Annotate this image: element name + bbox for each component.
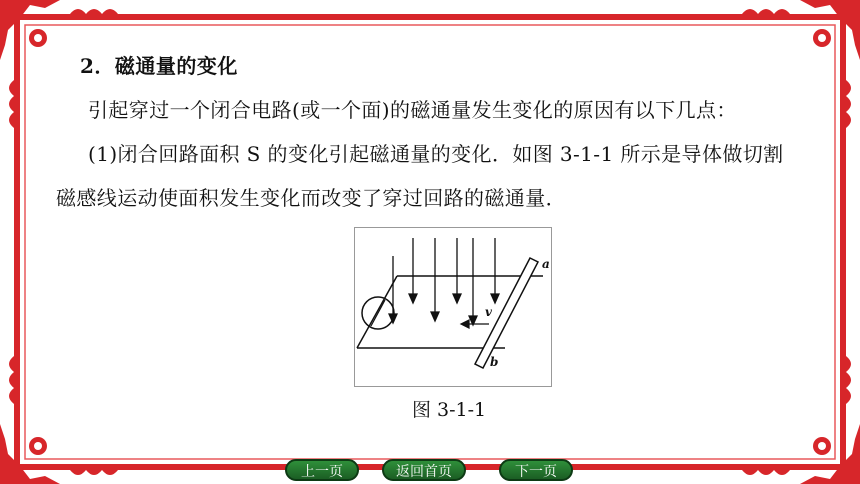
label-v: v: [485, 305, 492, 319]
figure-caption: 图 3-1-1: [412, 399, 487, 421]
figure-3-1-1: [354, 227, 552, 387]
prev-page-button[interactable]: 上一页: [285, 459, 359, 481]
paragraph-1: 引起穿过一个闭合电路(或一个面)的磁通量发生变化的原因有以下几点：: [88, 98, 737, 122]
paragraph-3: 磁感线运动使面积发生变化而改变了穿过回路的磁通量．: [56, 186, 566, 210]
paragraph-2: (1)闭合回路面积 S 的变化引起磁通量的变化．如图 3-1-1 所示是导体做切割: [88, 142, 784, 166]
label-b: b: [490, 355, 499, 369]
label-a: a: [542, 257, 550, 271]
next-page-button[interactable]: 下一页: [499, 459, 573, 481]
section-heading: 2．磁通量的变化: [80, 54, 238, 78]
home-button[interactable]: 返回首页: [382, 459, 466, 481]
